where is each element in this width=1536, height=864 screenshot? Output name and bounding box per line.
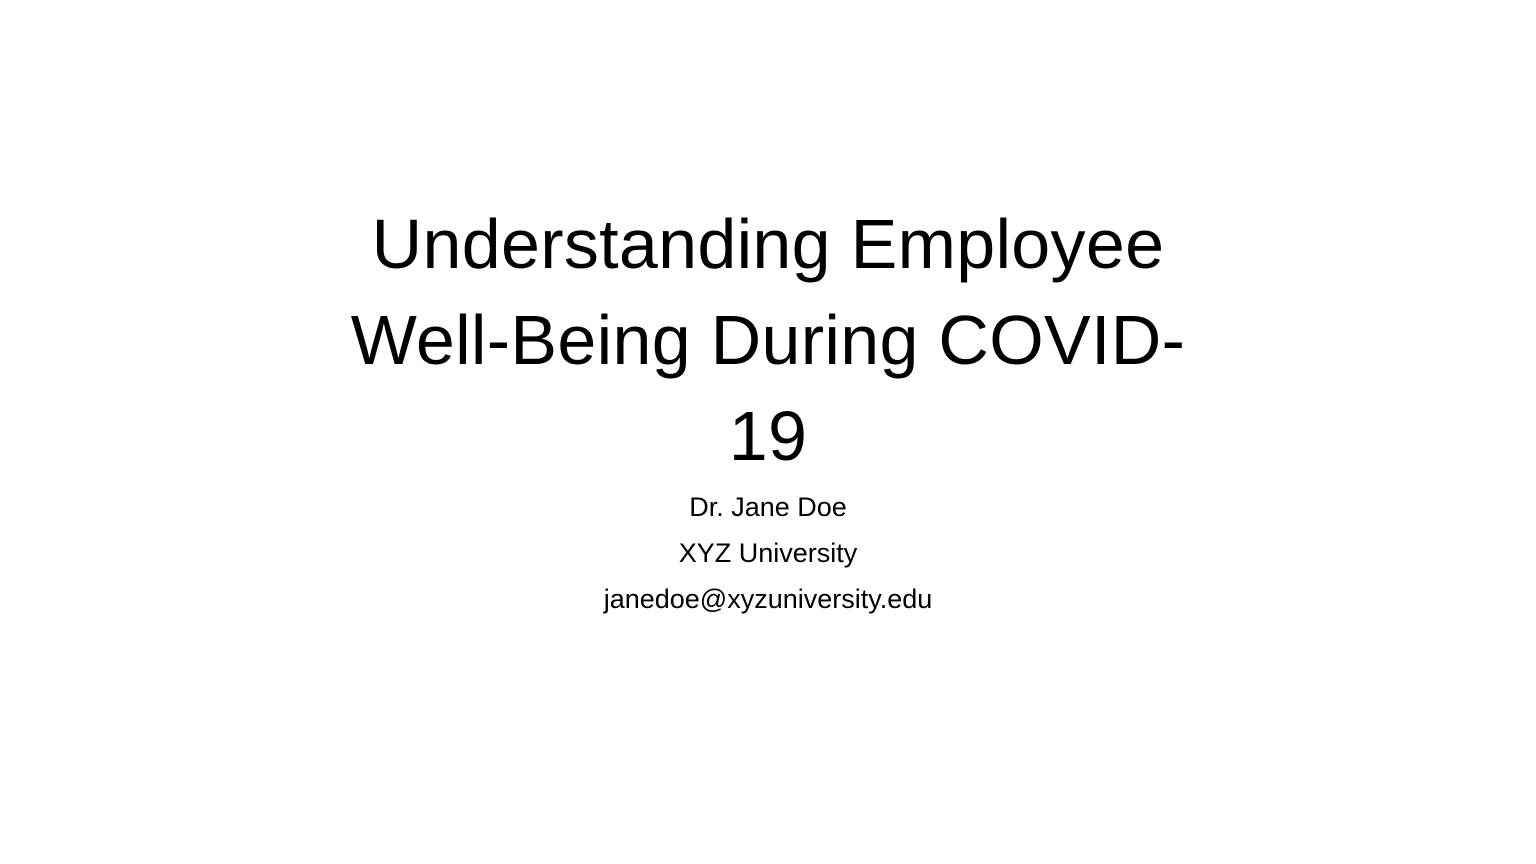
slide-title[interactable]	[300, 196, 1236, 484]
author-name: Dr. Jane Doe	[689, 492, 847, 522]
slide-subtitle[interactable]	[400, 484, 1136, 622]
author-email: janedoe@xyzuniversity.edu	[603, 584, 933, 614]
slide-title-line-1: Understanding Employee	[371, 205, 1165, 283]
author-affiliation: XYZ University	[678, 538, 858, 568]
slide-title-line-3: 19	[728, 397, 808, 475]
slide-title-line-2: Well-Being During COVID-	[350, 301, 1186, 379]
